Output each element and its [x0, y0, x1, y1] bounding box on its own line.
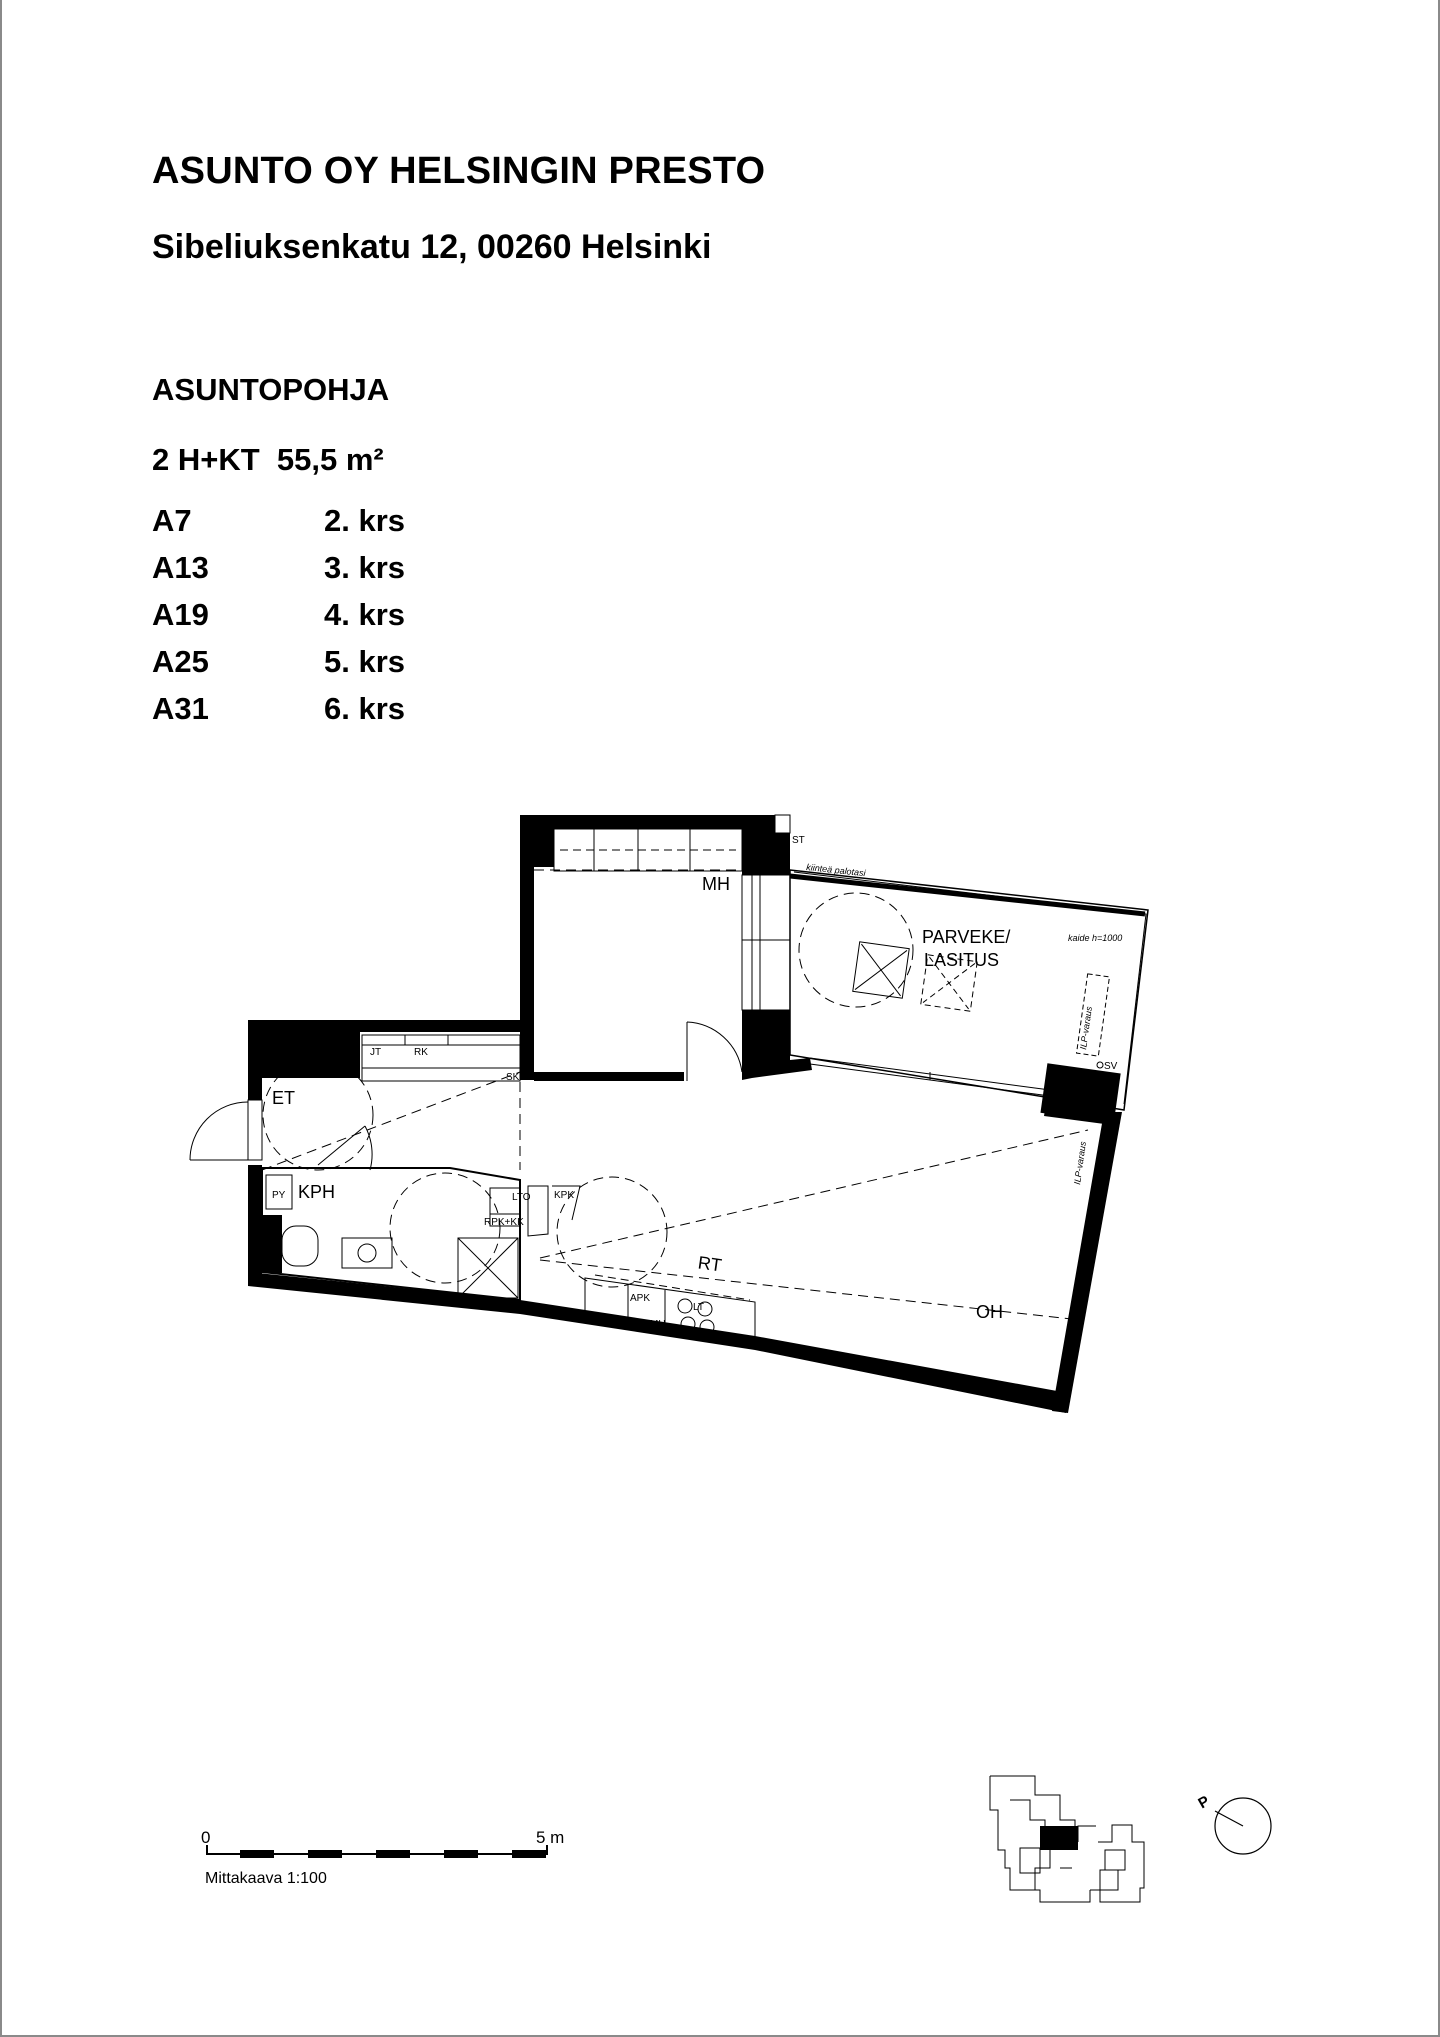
scale-caption: Mittakaava 1:100 [205, 1870, 327, 1887]
hall-dash-lines [262, 1060, 1088, 1320]
unit-floor: 2. krs [324, 503, 406, 538]
bedroom-door [687, 1022, 742, 1081]
room-label-mh: MH [702, 874, 730, 894]
address: Sibeliuksenkatu 12, 00260 Helsinki [152, 228, 712, 266]
bathroom-door [318, 1126, 372, 1170]
fixture-label-sv: SV [1104, 1061, 1118, 1072]
company-title: ASUNTO OY HELSINGIN PRESTO [152, 150, 766, 192]
room-label-oh: OH [976, 1302, 1003, 1322]
entrance-door [190, 1100, 262, 1160]
scale-max-label: 5 m [536, 1828, 565, 1847]
fixture-label-st: ST [792, 835, 805, 846]
unit-code: A25 [152, 644, 209, 679]
fixture-label-rpk-kk: RPK+KK [484, 1217, 524, 1228]
fixture-label-lt: LT [693, 1302, 704, 1313]
room-label-kph: KPH [298, 1182, 336, 1202]
room-label-parveke: PARVEKE/ [922, 927, 1011, 947]
unit-code: A13 [152, 550, 209, 585]
outer-walls [248, 1020, 1122, 1413]
bedroom-window [742, 875, 790, 1010]
unit-floor: 4. krs [324, 597, 406, 632]
fixture-label-ilp-living: ILP-varaus [1072, 1140, 1089, 1186]
fixture-label-lto: LTO [512, 1192, 531, 1203]
unit-floor: 3. krs [324, 550, 406, 585]
plan-heading: ASUNTOPOHJA [152, 372, 390, 407]
fixture-label-palotasi: kiinteä palotasi [805, 862, 867, 879]
north-arrow-icon [1215, 1798, 1271, 1854]
unit-floor: 5. krs [324, 644, 406, 679]
room-label-lasitus: LASITUS [924, 950, 1000, 970]
scale-zero-label: 0 [201, 1828, 211, 1847]
bedroom-walls [520, 815, 812, 1081]
fixture-label-ilp-balcony: ILP-varaus [1078, 1005, 1095, 1051]
scale-bar [206, 1845, 548, 1858]
fixture-label-apk: APK [630, 1293, 651, 1304]
unit-code: A7 [152, 503, 192, 538]
unit-code: A31 [152, 691, 209, 726]
unit-code: A19 [152, 597, 209, 632]
room-label-et: ET [272, 1088, 296, 1108]
fixture-label-sk: SK [506, 1072, 520, 1083]
fixture-label-py: PY [272, 1190, 286, 1201]
room-label-rt: RT [696, 1252, 723, 1276]
fixture-label-kaide: kaide h=1000 [1068, 933, 1123, 943]
bedroom-wardrobe [554, 829, 742, 871]
apartment-type: 2 H+KT 55,5 m² [152, 442, 384, 477]
fixture-label-rk: RK [414, 1047, 428, 1058]
fixture-label-mu: MU [650, 1319, 666, 1330]
north-letter: P [1195, 1792, 1213, 1813]
site-key-plan [990, 1776, 1144, 1902]
unit-floor: 6. krs [324, 691, 406, 726]
entrance-wardrobe [362, 1035, 520, 1081]
fixture-label-jt: JT [370, 1047, 382, 1058]
fixture-label-kpk: KPK [554, 1190, 575, 1201]
